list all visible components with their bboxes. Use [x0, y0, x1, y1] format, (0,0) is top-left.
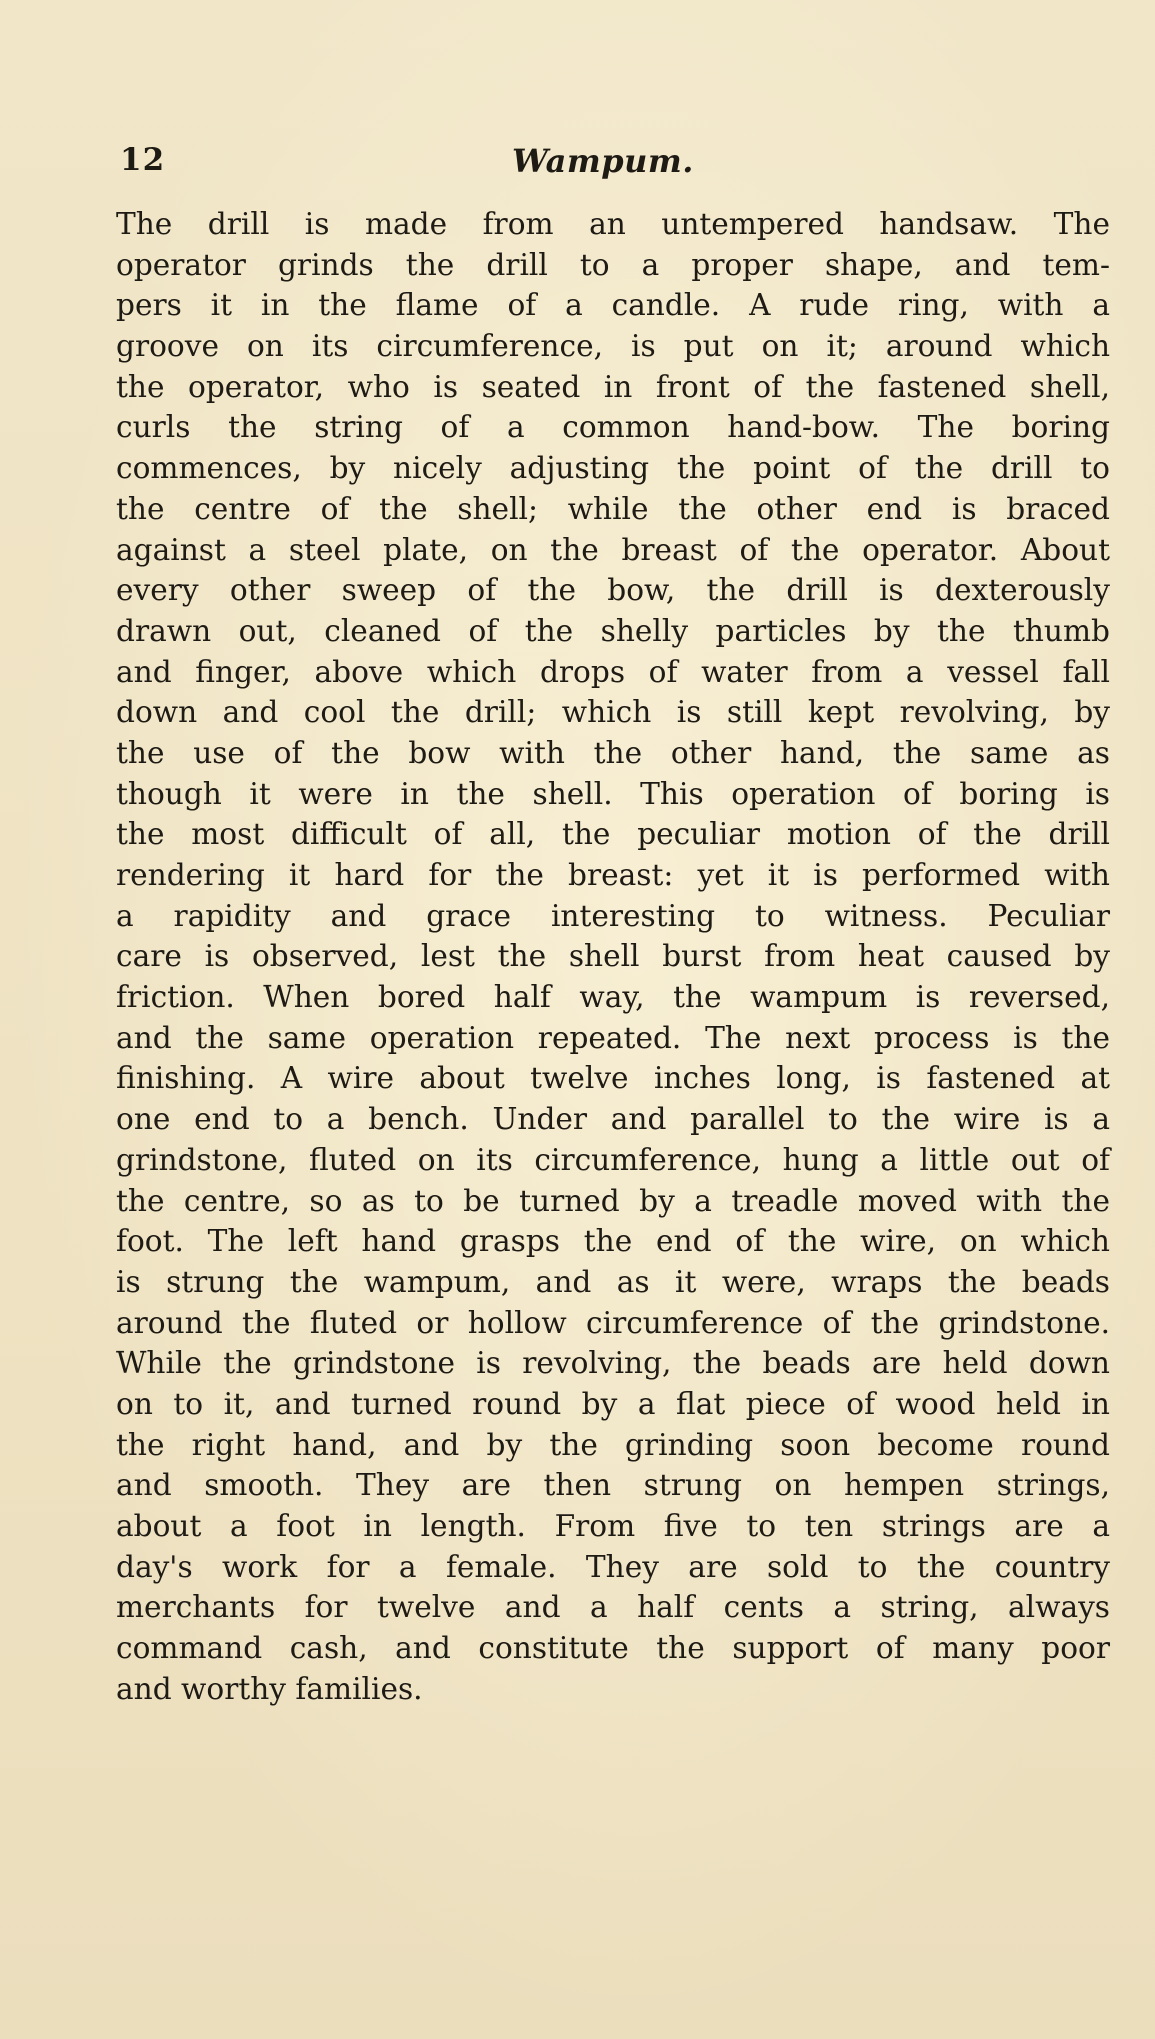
text-line: merchants for twelve and a half cents a string, always: [116, 1590, 1110, 1625]
text-line: foot. The left hand grasps the end of the wire, on which: [116, 1224, 1110, 1259]
text-line: pers it in the flame of a candle. A rude ring, with a: [116, 288, 1110, 323]
text-line: the operator, who is seated in front of the fastened shell,: [116, 369, 1110, 404]
text-line: every other sweep of the bow, the drill is dexterously: [116, 573, 1110, 608]
text-line: on to it, and turned round by a flat piece of wood held in: [116, 1386, 1110, 1421]
text-line: one end to a bench. Under and parallel to the wire is a: [116, 1102, 1110, 1137]
text-line: commences, by nicely adjusting the point of the drill to: [116, 451, 1110, 486]
text-line: While the grindstone is revolving, the beads are held down: [116, 1346, 1110, 1381]
text-line: the use of the bow with the other hand, the same as: [116, 735, 1110, 770]
page-header: [120, 142, 1110, 192]
running-head-title: Wampum.: [512, 142, 694, 180]
text-line: and the same operation repeated. The next process is the: [116, 1020, 1110, 1055]
text-line: is strung the wampum, and as it were, wraps the beads: [116, 1264, 1110, 1299]
text-line: the most difficult of all, the peculiar motion of the drill: [116, 817, 1110, 852]
text-line: the centre, so as to be turned by a treadle moved with the: [116, 1183, 1110, 1218]
text-line: though it were in the shell. This operation of boring is: [116, 776, 1110, 811]
text-line: the centre of the shell; while the other end is braced: [116, 491, 1110, 526]
text-line: command cash, and constitute the support of many poor: [116, 1631, 1110, 1666]
text-line: against a steel plate, on the breast of the operator. About: [116, 532, 1110, 567]
text-line: finishing. A wire about twelve inches long, is fastened at: [116, 1061, 1110, 1096]
text-line: and smooth. They are then strung on hempen strings,: [116, 1468, 1110, 1503]
text-line: a rapidity and grace interesting to witness. Peculiar: [116, 898, 1110, 933]
text-line: care is observed, lest the shell burst from heat caused by: [116, 939, 1110, 974]
text-line: grindstone, fluted on its circumference, hung a little out of: [116, 1142, 1110, 1177]
text-line: the right hand, and by the grinding soon become round: [116, 1427, 1110, 1462]
text-line: drawn out, cleaned of the shelly particles by the thumb: [116, 613, 1110, 648]
text-line: curls the string of a common hand-bow. The boring: [116, 410, 1110, 445]
text-line: and worthy families.: [116, 1671, 423, 1706]
text-line: and finger, above which drops of water from a vessel fall: [116, 654, 1110, 689]
text-line: about a foot in length. From five to ten strings are a: [116, 1509, 1110, 1543]
text-line: The drill is made from an untempered handsaw. The: [116, 207, 1110, 241]
body-paragraph: [116, 204, 1110, 1709]
text-line: friction. When bored half way, the wampum is reversed,: [116, 980, 1110, 1015]
text-line: rendering it hard for the breast: yet it is performed with: [116, 858, 1110, 892]
text-line: operator grinds the drill to a proper shape, and tem-: [116, 247, 1110, 282]
text-line: day's work for a female. They are sold to the country: [116, 1549, 1110, 1584]
text-line: groove on its circumference, is put on it; around which: [116, 329, 1110, 364]
text-line: around the fluted or hollow circumference of the grindstone.: [116, 1305, 1110, 1340]
text-line: down and cool the drill; which is still kept revolving, by: [116, 695, 1110, 730]
page-number: 12: [120, 142, 166, 178]
